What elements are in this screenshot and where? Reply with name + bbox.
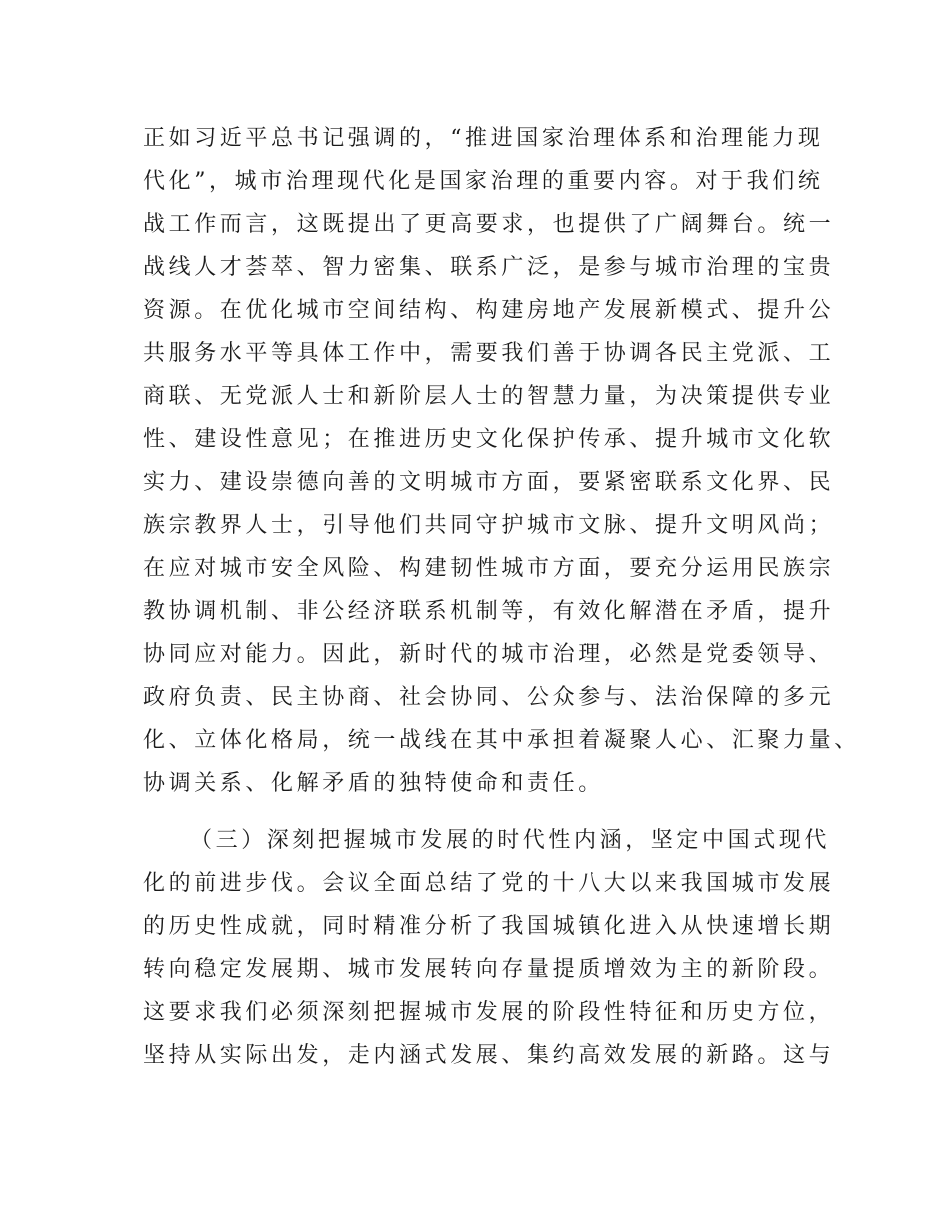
- paragraph-1-line: 教协调机制、非公经济联系机制等，有效化解潜在矛盾，提升: [143, 599, 835, 624]
- paragraph-1-line: 性、建设性意见；在推进历史文化保护传承、提升城市文化软: [143, 427, 835, 452]
- paragraph-1-line: 正如习近平总书记强调的，“推进国家治理体系和治理能力现: [143, 126, 824, 151]
- paragraph-1-line: 协调关系、化解矛盾的独特使命和责任。: [143, 771, 604, 796]
- paragraph-2-line: （三）深刻把握城市发展的时代性内涵，坚定中国式现代: [190, 828, 831, 853]
- paragraph-1-line: 商联、无党派人士和新阶层人士的智慧力量，为决策提供专业: [143, 384, 835, 409]
- paragraph-2-line: 这要求我们必须深刻把握城市发展的阶段性特征和历史方位，: [143, 1000, 835, 1025]
- paragraph-1-line: 实力、建设崇德向善的文明城市方面，要紧密联系文化界、民: [143, 470, 835, 495]
- paragraph-1-line: 战工作而言，这既提出了更高要求，也提供了广阔舞台。统一: [143, 212, 835, 237]
- paragraph-1-line: 在应对城市安全风险、构建韧性城市方面，要充分运用民族宗: [143, 556, 835, 581]
- paragraph-2-line: 坚持从实际出发，走内涵式发展、集约高效发展的新路。这与: [143, 1043, 835, 1068]
- paragraph-1-line: 族宗教界人士，引导他们共同守护城市文脉、提升文明风尚；: [143, 513, 835, 538]
- paragraph-2-line: 化的前进步伐。会议全面总结了党的十八大以来我国城市发展: [143, 871, 835, 896]
- paragraph-1-line: 化、立体化格局，统一战线在其中承担着凝聚人心、汇聚力量、: [143, 728, 860, 753]
- paragraph-1-line: 政府负责、民主协商、社会协同、公众参与、法治保障的多元: [143, 685, 835, 710]
- paragraph-1-line: 战线人才荟萃、智力密集、联系广泛，是参与城市治理的宝贵: [143, 255, 835, 280]
- paragraph-1-line: 资源。在优化城市空间结构、构建房地产发展新模式、提升公: [143, 298, 835, 323]
- paragraph-1-line: 共服务水平等具体工作中，需要我们善于协调各民主党派、工: [143, 341, 835, 366]
- paragraph-1-line: 代化”，城市治理现代化是国家治理的重要内容。对于我们统: [143, 169, 824, 194]
- paragraph-1-line: 协同应对能力。因此，新时代的城市治理，必然是党委领导、: [143, 642, 835, 667]
- paragraph-2-line: 的历史性成就，同时精准分析了我国城镇化进入从快速增长期: [143, 914, 835, 939]
- paragraph-2-line: 转向稳定发展期、城市发展转向存量提质增效为主的新阶段。: [143, 957, 835, 982]
